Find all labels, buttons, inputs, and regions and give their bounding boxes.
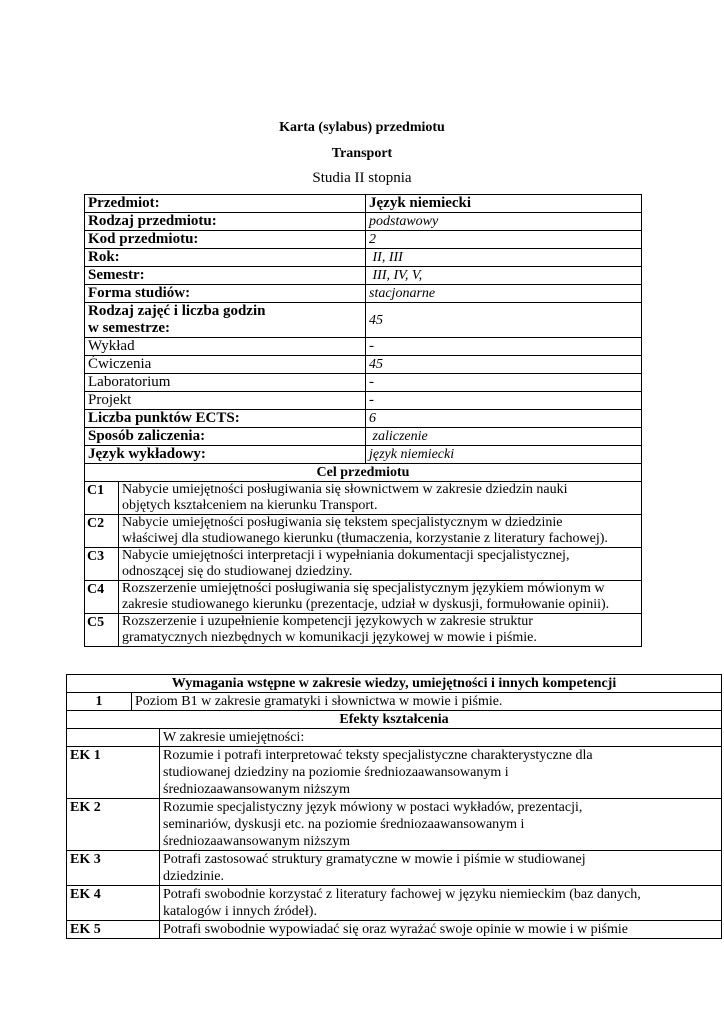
outcome-line: średniozaawansowanym niższym xyxy=(163,834,350,849)
outcomes-table xyxy=(67,729,721,938)
table-row xyxy=(67,729,721,747)
table-row xyxy=(85,515,641,548)
table-row xyxy=(85,213,642,231)
table-row xyxy=(67,675,722,693)
info-label: Projekt xyxy=(85,392,366,410)
table-row xyxy=(85,356,642,374)
table-row xyxy=(85,614,641,647)
study-level: Studia II stopnia xyxy=(312,170,412,186)
syllabus-info-table xyxy=(84,194,642,647)
outcome-line: Potrafi swobodnie korzystać z literatury fachowej w języku niemieckim (baz danych, xyxy=(163,887,641,902)
goal-line: zakresie studiowanego kierunku (prezentacje, udział w dyskusji, formułowanie opinii). xyxy=(122,597,610,612)
table-row xyxy=(85,374,642,392)
goal-code: C5 xyxy=(85,614,119,647)
goal-line: Nabycie umiejętności posługiwania się tekstem specjalistycznym w dziedzinie xyxy=(122,515,563,530)
outcome-description xyxy=(160,921,722,939)
outcome-description xyxy=(160,886,722,921)
info-label: Forma studiów: xyxy=(85,285,366,303)
outcome-line: Potrafi zastosować struktury gramatyczne w mowie i piśmie w studiowanej xyxy=(163,852,586,867)
info-label: Laboratorium xyxy=(85,374,366,392)
outcome-line: średniozaawansowanym niższym xyxy=(163,782,350,797)
table-row xyxy=(67,886,721,921)
goal-description xyxy=(119,614,642,647)
table-row xyxy=(85,428,642,446)
info-value: 45 xyxy=(366,356,642,374)
goal-line: Rozszerzenie umiejętności posługiwania się specjalistycznym językiem mówionym w xyxy=(122,581,605,596)
goal-description xyxy=(119,581,642,614)
info-value: zaliczenie xyxy=(366,428,642,446)
outcome-line: seminariów, dyskusji etc. na poziomie średniozaawansowanym i xyxy=(163,817,525,832)
info-value: 6 xyxy=(366,410,642,428)
info-value: 2 xyxy=(366,231,642,249)
goal-line: objętych kształceniem na kierunku Transport. xyxy=(122,498,378,513)
table-row xyxy=(67,799,721,851)
table-row xyxy=(67,851,721,886)
info-value: 45 xyxy=(366,303,642,338)
table-row xyxy=(85,464,642,647)
goal-description xyxy=(119,482,642,515)
outcome-line: studiowanej dziedziny na poziomie średniozaawansowanym i xyxy=(163,765,509,780)
info-value: Język niemiecki xyxy=(366,195,642,213)
table-row xyxy=(67,921,721,939)
goal-code: C3 xyxy=(85,548,119,581)
outcome-description xyxy=(160,799,722,851)
outcome-line: Potrafi swobodnie wypowiadać się oraz wyrażać swoje opinie w mowie i w piśmie xyxy=(163,922,628,937)
goal-line: gramatycznych niezbędnych w komunikacji językowej w mowie i piśmie. xyxy=(122,630,537,645)
info-value: podstawowy xyxy=(366,213,642,231)
info-value: III, IV, V, xyxy=(366,267,642,285)
table-row xyxy=(85,410,642,428)
outcome-line: Rozumie specjalistyczny język mówiony w postaci wykładów, prezentacji, xyxy=(163,800,583,815)
info-value: II, III xyxy=(366,249,642,267)
info-label: Rodzaj przedmiotu: xyxy=(85,213,366,231)
info-label: Język wykładowy: xyxy=(85,446,366,464)
info-label: Kod przedmiotu: xyxy=(85,231,366,249)
goals-heading: Cel przedmiotu xyxy=(85,464,641,482)
info-value: - xyxy=(366,374,642,392)
outcome-description xyxy=(160,851,722,886)
table-row xyxy=(85,303,642,338)
table-row xyxy=(67,693,722,711)
info-label-line: Rodzaj zajęć i liczba godzin xyxy=(88,303,266,319)
info-label: Liczba punktów ECTS: xyxy=(85,410,366,428)
table-row xyxy=(85,482,641,515)
table-row xyxy=(67,729,722,939)
table-row xyxy=(85,195,642,213)
outcome-line: dziedzinie. xyxy=(163,869,225,884)
goal-line: Rozszerzenie i uzupełnienie kompetencji językowych w zakresie struktur xyxy=(122,614,533,629)
goal-line: odnoszącej się do studiowanej dziedziny. xyxy=(122,564,353,579)
table-row xyxy=(85,338,642,356)
info-label-line: w semestrze: xyxy=(88,320,171,336)
goal-code: C4 xyxy=(85,581,119,614)
info-label: Wykład xyxy=(85,338,366,356)
table-row xyxy=(85,249,642,267)
outcomes-intro: W zakresie umiejętności: xyxy=(160,729,722,747)
requirements-heading: Wymagania wstępne w zakresie wiedzy, umiejętności i innych kompetencji xyxy=(67,675,722,693)
outcome-code: EK 1 xyxy=(67,747,160,799)
outcome-line: katalogów i innych źródeł). xyxy=(163,904,317,919)
subject-title: Transport xyxy=(331,146,393,161)
info-value: - xyxy=(366,392,642,410)
table-row xyxy=(67,711,722,729)
info-value: język niemiecki xyxy=(366,446,642,464)
outcome-description xyxy=(160,747,722,799)
outcomes-heading: Efekty kształcenia xyxy=(67,711,722,729)
table-row xyxy=(85,548,641,581)
outcome-code: EK 3 xyxy=(67,851,160,886)
info-label: Semestr: xyxy=(85,267,366,285)
document-title: Karta (sylabus) przedmiotu xyxy=(279,120,445,135)
requirements-outcomes-table xyxy=(66,674,722,939)
goal-line: Nabycie umiejętności posługiwania się słownictwem w zakresie dziedzin nauki xyxy=(122,482,568,497)
goal-description xyxy=(119,515,642,548)
info-label: Sposób zaliczenia: xyxy=(85,428,366,446)
outcome-code: EK 4 xyxy=(67,886,160,921)
outcome-code: EK 2 xyxy=(67,799,160,851)
info-value: - xyxy=(366,338,642,356)
requirement-number: 1 xyxy=(67,693,132,711)
table-row xyxy=(85,464,641,482)
goal-code: C2 xyxy=(85,515,119,548)
info-label: Ćwiczenia xyxy=(85,356,366,374)
table-row xyxy=(85,267,642,285)
outcome-line: Rozumie i potrafi interpretować teksty specjalistyczne charakterystyczne dla xyxy=(163,748,593,763)
goal-description xyxy=(119,548,642,581)
table-row xyxy=(85,581,641,614)
info-label xyxy=(85,303,366,338)
goal-line: właściwej dla studiowanego kierunku (tłumaczenia, korzystanie z literatury fachowej). xyxy=(122,531,608,546)
table-row xyxy=(85,392,642,410)
goal-code: C1 xyxy=(85,482,119,515)
info-label: Przedmiot: xyxy=(85,195,366,213)
goal-line: Nabycie umiejętności interpretacji i wypełniania dokumentacji specjalistycznej, xyxy=(122,548,570,563)
table-row xyxy=(85,231,642,249)
table-row xyxy=(85,285,642,303)
goals-table xyxy=(85,464,641,646)
requirement-text: Poziom B1 w zakresie gramatyki i słownictwa w mowie i piśmie. xyxy=(132,693,722,711)
outcome-code: EK 5 xyxy=(67,921,160,939)
table-row xyxy=(67,747,721,799)
table-row xyxy=(85,446,642,464)
info-label: Rok: xyxy=(85,249,366,267)
info-value: stacjonarne xyxy=(366,285,642,303)
